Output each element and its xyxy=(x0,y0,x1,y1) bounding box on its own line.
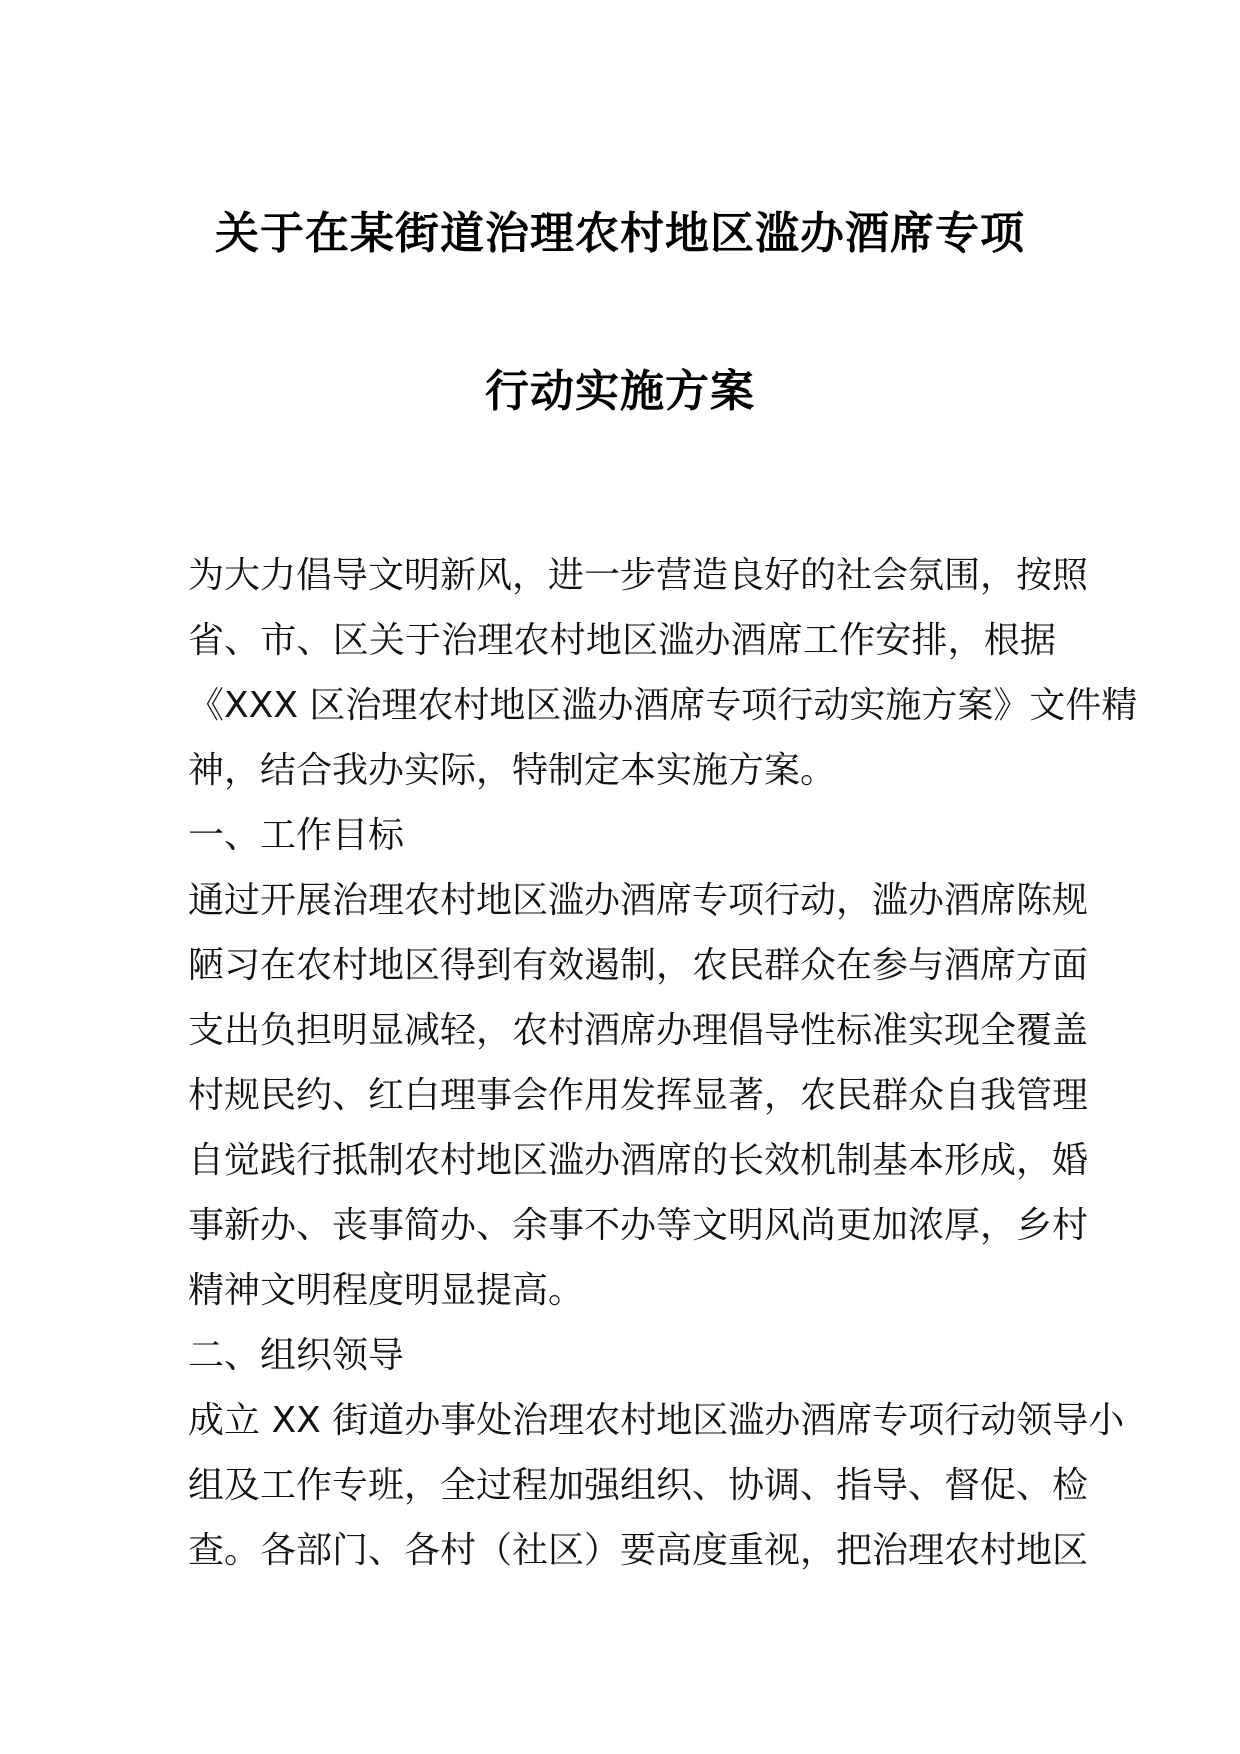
paragraph-line: 自觉践行抵制农村地区滥办酒席的长效机制基本形成，婚 xyxy=(188,1140,1089,1181)
paragraph-line: 事新办、丧事简办、余事不办等文明风尚更加浓厚，乡村 xyxy=(188,1205,1089,1246)
intro-paragraph xyxy=(188,543,1138,803)
paragraph-line: 查。各部门、各村（社区）要高度重视，把治理农村地区 xyxy=(188,1530,1089,1571)
paragraph-line: 为大力倡导文明新风，进一步营造良好的社会氛围，按照 xyxy=(188,555,1089,596)
paragraph-line: 村规民约、红白理事会作用发挥显著，农民群众自我管理 xyxy=(188,1075,1089,1116)
document-title-line-1: 关于在某街道治理农村地区滥办酒席专项 xyxy=(215,208,1025,259)
paragraph-line: 《XXX 区治理农村地区滥办酒席专项行动实施方案》文件精 xyxy=(188,685,1138,726)
paragraph-line: 组及工作专班，全过程加强组织、协调、指导、督促、检 xyxy=(188,1465,1089,1506)
document-body xyxy=(188,543,1138,1583)
paragraph-line: 成立 XX 街道办事处治理农村地区滥办酒席专项行动领导小 xyxy=(188,1400,1125,1441)
work-goals-paragraph xyxy=(188,868,1089,1323)
paragraph-line: 省、市、区关于治理农村地区滥办酒席工作安排，根据 xyxy=(188,620,1056,661)
document-title-line-2: 行动实施方案 xyxy=(485,366,755,417)
section-heading-work-goals: 一、工作目标 xyxy=(188,815,405,856)
paragraph-line: 通过开展治理农村地区滥办酒席专项行动，滥办酒席陈规 xyxy=(188,880,1089,921)
paragraph-line: 精神文明程度明显提高。 xyxy=(188,1270,585,1311)
paragraph-line: 陋习在农村地区得到有效遏制，农民群众在参与酒席方面 xyxy=(188,945,1089,986)
organization-paragraph xyxy=(188,1388,1125,1583)
paragraph-line: 神，结合我办实际，特制定本实施方案。 xyxy=(188,750,837,791)
section-heading-organization: 二、组织领导 xyxy=(188,1335,405,1376)
paragraph-line: 支出负担明显减轻，农村酒席办理倡导性标准实现全覆盖 xyxy=(188,1010,1089,1051)
